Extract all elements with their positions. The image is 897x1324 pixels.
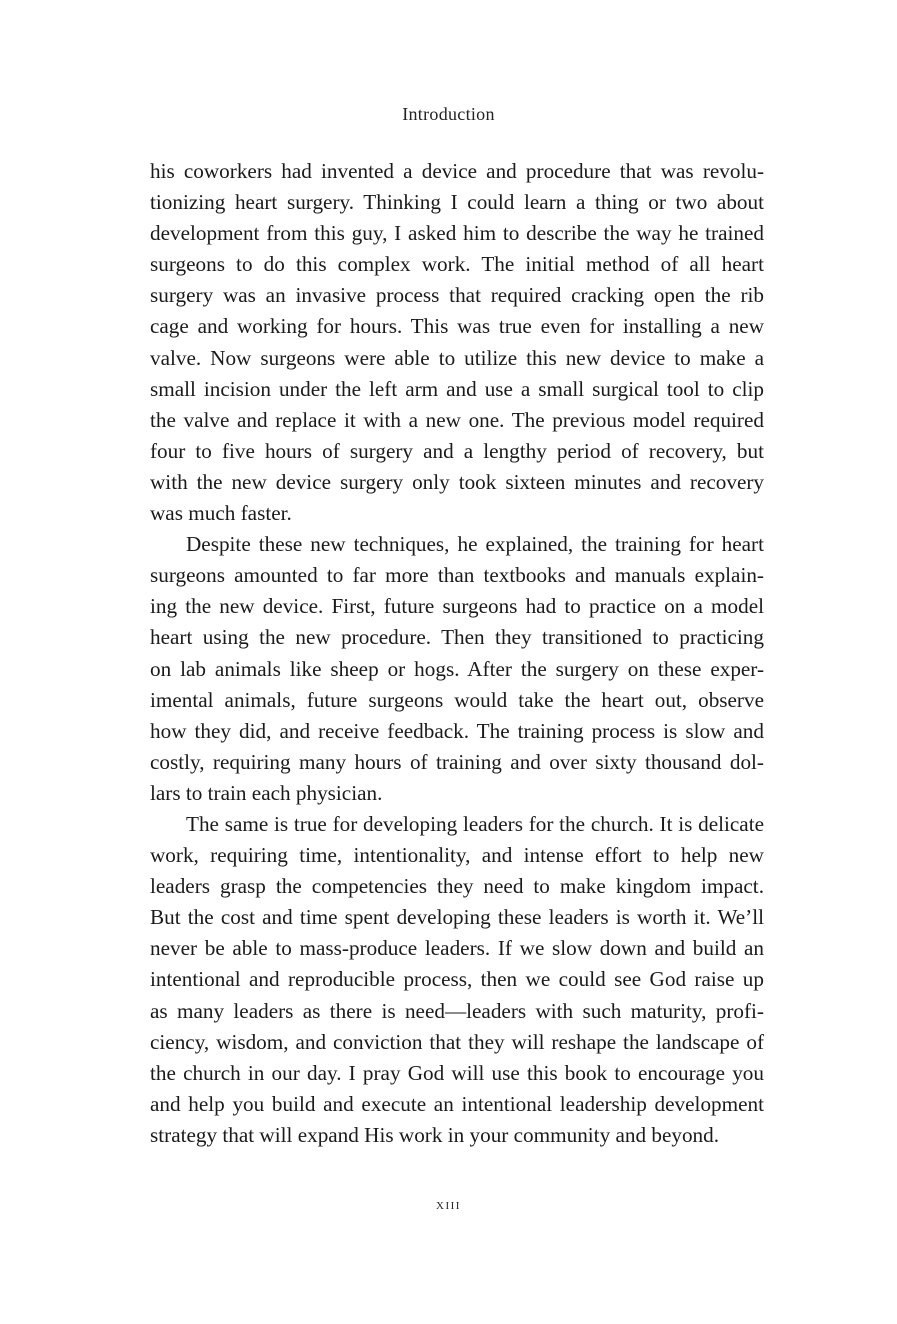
text-line: on lab animals like sheep or hogs. After the surgery on these exper- [150,656,764,681]
text-line: costly, requiring many hours of training and over sixty thousand dol- [150,749,764,774]
text-line: with the new device surgery only took sixteen minutes and recovery [150,469,764,494]
text-line: work, requiring time, intentionality, and intense effort to help new [150,843,764,868]
paragraph-1 [150,156,764,529]
paragraph-2 [150,529,764,809]
text-line: Despite these new techniques, he explained, the training for heart [186,532,764,557]
text-line: the church in our day. I pray God will use this book to encourage you [150,1060,764,1085]
text-line: heart using the new procedure. Then they transitioned to practicing [150,625,764,650]
text-line: four to five hours of surgery and a lengthy period of recovery, but [150,438,764,463]
text-line: tionizing heart surgery. Thinking I could learn a thing or two about [150,190,764,215]
text-line: was much faster. [150,501,292,526]
paragraph-3 [150,809,764,1151]
text-line: as many leaders as there is need—leaders with such maturity, profi- [150,998,764,1023]
text-line: development from this guy, I asked him to describe the way he trained [150,221,764,246]
text-line: the valve and replace it with a new one. The previous model required [150,407,764,432]
text-line: surgery was an invasive process that required cracking open the rib [150,283,764,308]
text-line: ciency, wisdom, and conviction that they will reshape the landscape of [150,1029,764,1054]
text-line: intentional and reproducible process, then we could see God raise up [150,967,764,992]
text-line: imental animals, future surgeons would take the heart out, observe [150,687,764,712]
text-line: But the cost and time spent developing these leaders is worth it. We’ll [150,905,764,930]
text-line: never be able to mass-produce leaders. If we slow down and build an [150,936,764,961]
text-line: surgeons amounted to far more than textbooks and manuals explain- [150,563,764,588]
text-line: his coworkers had invented a device and procedure that was revolu- [150,159,764,183]
text-line: how they did, and receive feedback. The training process is slow and [150,718,764,743]
running-head: Introduction [402,104,495,124]
text-line: ing the new device. First, future surgeons had to practice on a model [150,594,764,619]
text-line: cage and working for hours. This was true even for installing a new [150,314,764,339]
text-line: The same is true for developing leaders for the church. It is delicate [186,811,764,836]
text-line: small incision under the left arm and use a small surgical tool to clip [150,376,764,401]
text-line: leaders grasp the competencies they need to make kingdom impact. [150,874,764,899]
text-line: valve. Now surgeons were able to utilize this new device to make a [150,345,764,370]
text-line: strategy that will expand His work in your community and beyond. [150,1122,720,1147]
body-text [150,156,764,1151]
text-line: surgeons to do this complex work. The initial method of all heart [150,252,764,277]
text-line: and help you build and execute an intentional leadership development [150,1091,764,1116]
text-line: lars to train each physician. [150,780,383,805]
page-number: xiii [436,1197,461,1213]
